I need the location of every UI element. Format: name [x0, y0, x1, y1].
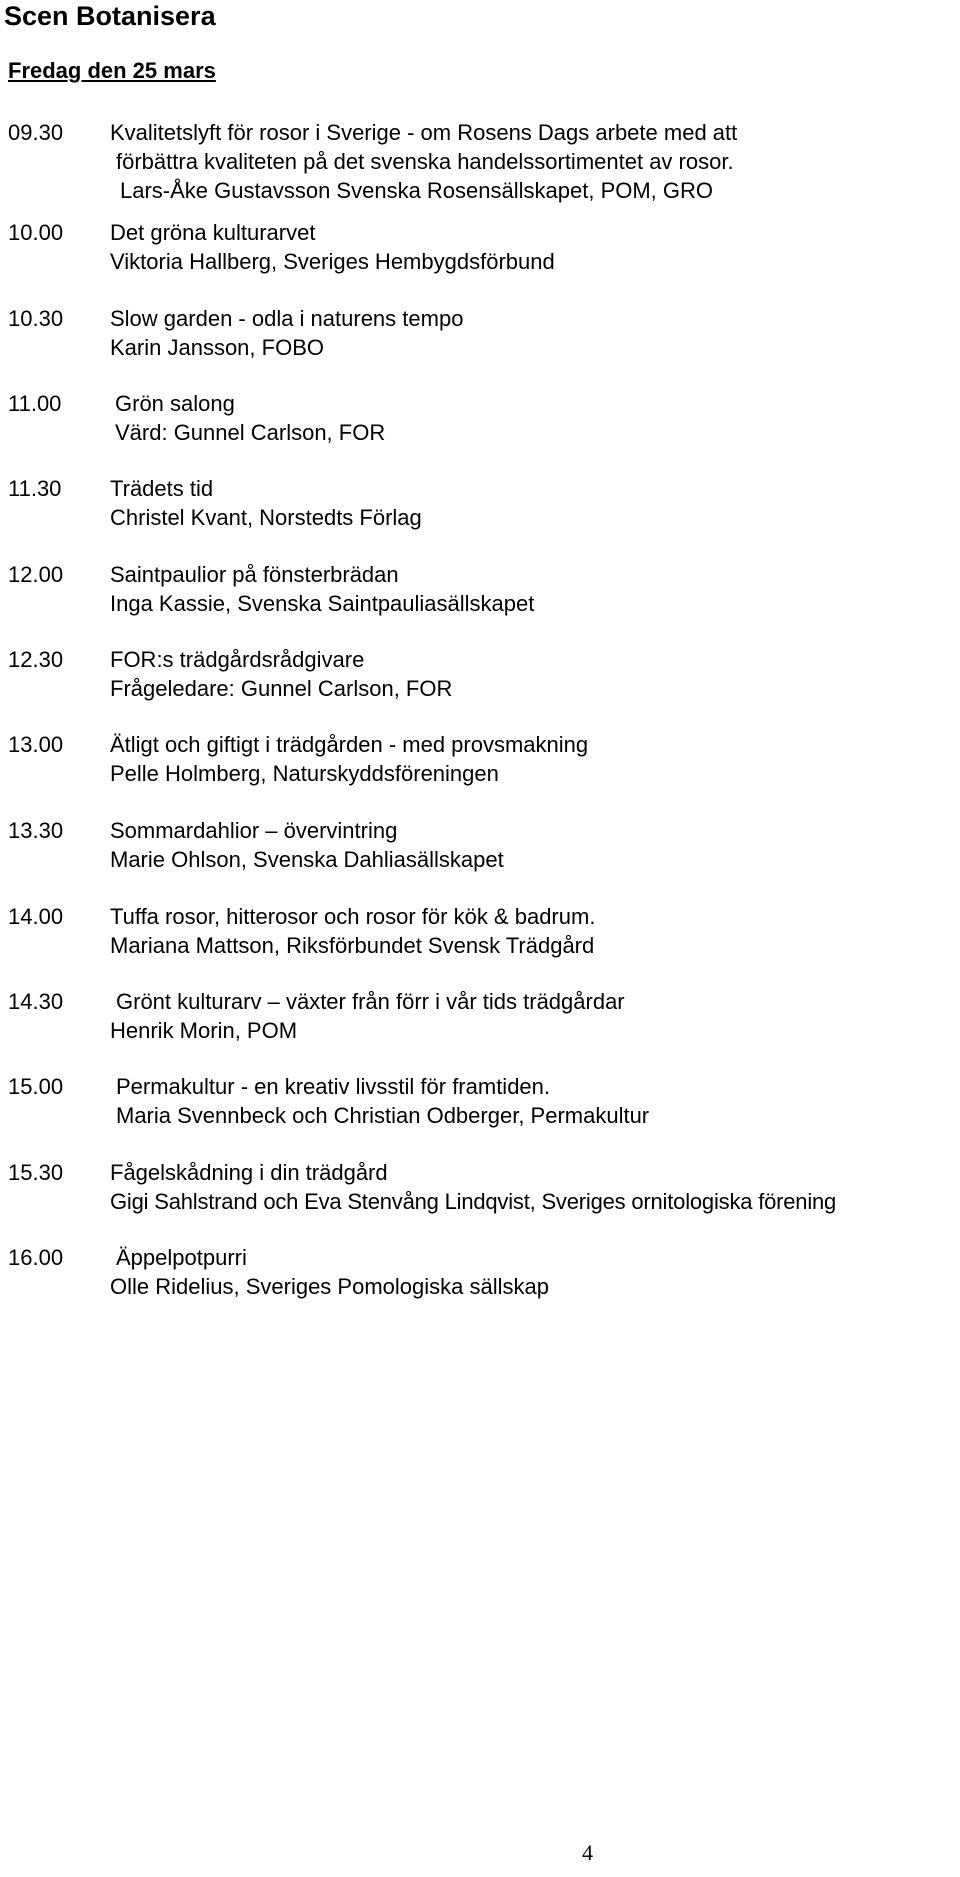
date-heading: Fredag den 25 mars	[8, 58, 216, 83]
entry-time: 12.30	[8, 647, 64, 672]
entry-time: 11.00	[8, 391, 62, 416]
entry-title: Permakultur - en kreativ livsstil för framtiden.	[116, 1074, 551, 1099]
entry-title: Det gröna kulturarvet	[110, 220, 316, 245]
entry-title: Ätligt och giftigt i trädgården - med provsmakning	[110, 732, 589, 757]
entry-title: FOR:s trädgårdsrådgivare	[110, 647, 365, 672]
entry-time: 15.30	[8, 1160, 64, 1185]
entry-title: Slow garden - odla i naturens tempo	[110, 306, 464, 331]
entry-time: 14.00	[8, 904, 64, 929]
entry-speaker: Viktoria Hallberg, Sveriges Hembygdsförbund	[110, 249, 555, 274]
entry-title: Grönt kulturarv – växter från förr i vår tids trädgårdar	[116, 989, 625, 1014]
entry-title: Tuffa rosor, hitterosor och rosor för kök & badrum.	[110, 904, 596, 929]
entry-time: 13.30	[8, 818, 64, 843]
page-number: 4	[582, 1840, 593, 1865]
entry-speaker: Mariana Mattson, Riksförbundet Svensk Trädgård	[110, 933, 595, 958]
entry-speaker: Gigi Sahlstrand och Eva Stenvång Lindqvist, Sveriges ornitologiska förening	[110, 1189, 837, 1214]
entry-speaker: Henrik Morin, POM	[110, 1018, 298, 1043]
entry-time: 10.00	[8, 220, 64, 245]
entry-time: 15.00	[8, 1074, 64, 1099]
entry-time: 12.00	[8, 562, 64, 587]
entry-time: 16.00	[8, 1245, 64, 1270]
entry-title: Äppelpotpurri	[116, 1245, 247, 1270]
entry-speaker: Marie Ohlson, Svenska Dahliasällskapet	[110, 847, 504, 872]
entry-speaker: Pelle Holmberg, Naturskyddsföreningen	[110, 761, 499, 786]
entry-detail: förbättra kvaliteten på det svenska handelssortimentet av rosor.	[116, 149, 734, 174]
entry-speaker: Maria Svennbeck och Christian Odberger, Permakultur	[116, 1103, 650, 1128]
entry-time: 10.30	[8, 306, 64, 331]
entry-speaker: Lars-Åke Gustavsson Svenska Rosensällskapet, POM, GRO	[120, 178, 714, 203]
entry-title: Sommardahlior – övervintring	[110, 818, 398, 843]
entry-time: 11.30	[8, 476, 62, 501]
entry-title: Trädets tid	[110, 476, 214, 501]
entry-title: Kvalitetslyft för rosor i Sverige - om Rosens Dags arbete med att	[110, 120, 738, 145]
entry-title: Fågelskådning i din trädgård	[110, 1160, 388, 1185]
entry-speaker: Olle Ridelius, Sveriges Pomologiska sällskap	[110, 1274, 549, 1299]
entry-speaker: Värd: Gunnel Carlson, FOR	[115, 420, 386, 445]
entry-time: 09.30	[8, 120, 64, 145]
entry-time: 14.30	[8, 989, 64, 1014]
entry-speaker: Christel Kvant, Norstedts Förlag	[110, 505, 422, 530]
page-title: Scen Botanisera	[4, 1, 216, 31]
entry-speaker: Karin Jansson, FOBO	[110, 335, 324, 360]
entry-speaker: Inga Kassie, Svenska Saintpauliasällskapet	[110, 591, 535, 616]
entry-speaker: Frågeledare: Gunnel Carlson, FOR	[110, 676, 453, 701]
entry-time: 13.00	[8, 732, 64, 757]
entry-title: Grön salong	[115, 391, 235, 416]
entry-title: Saintpaulior på fönsterbrädan	[110, 562, 399, 587]
